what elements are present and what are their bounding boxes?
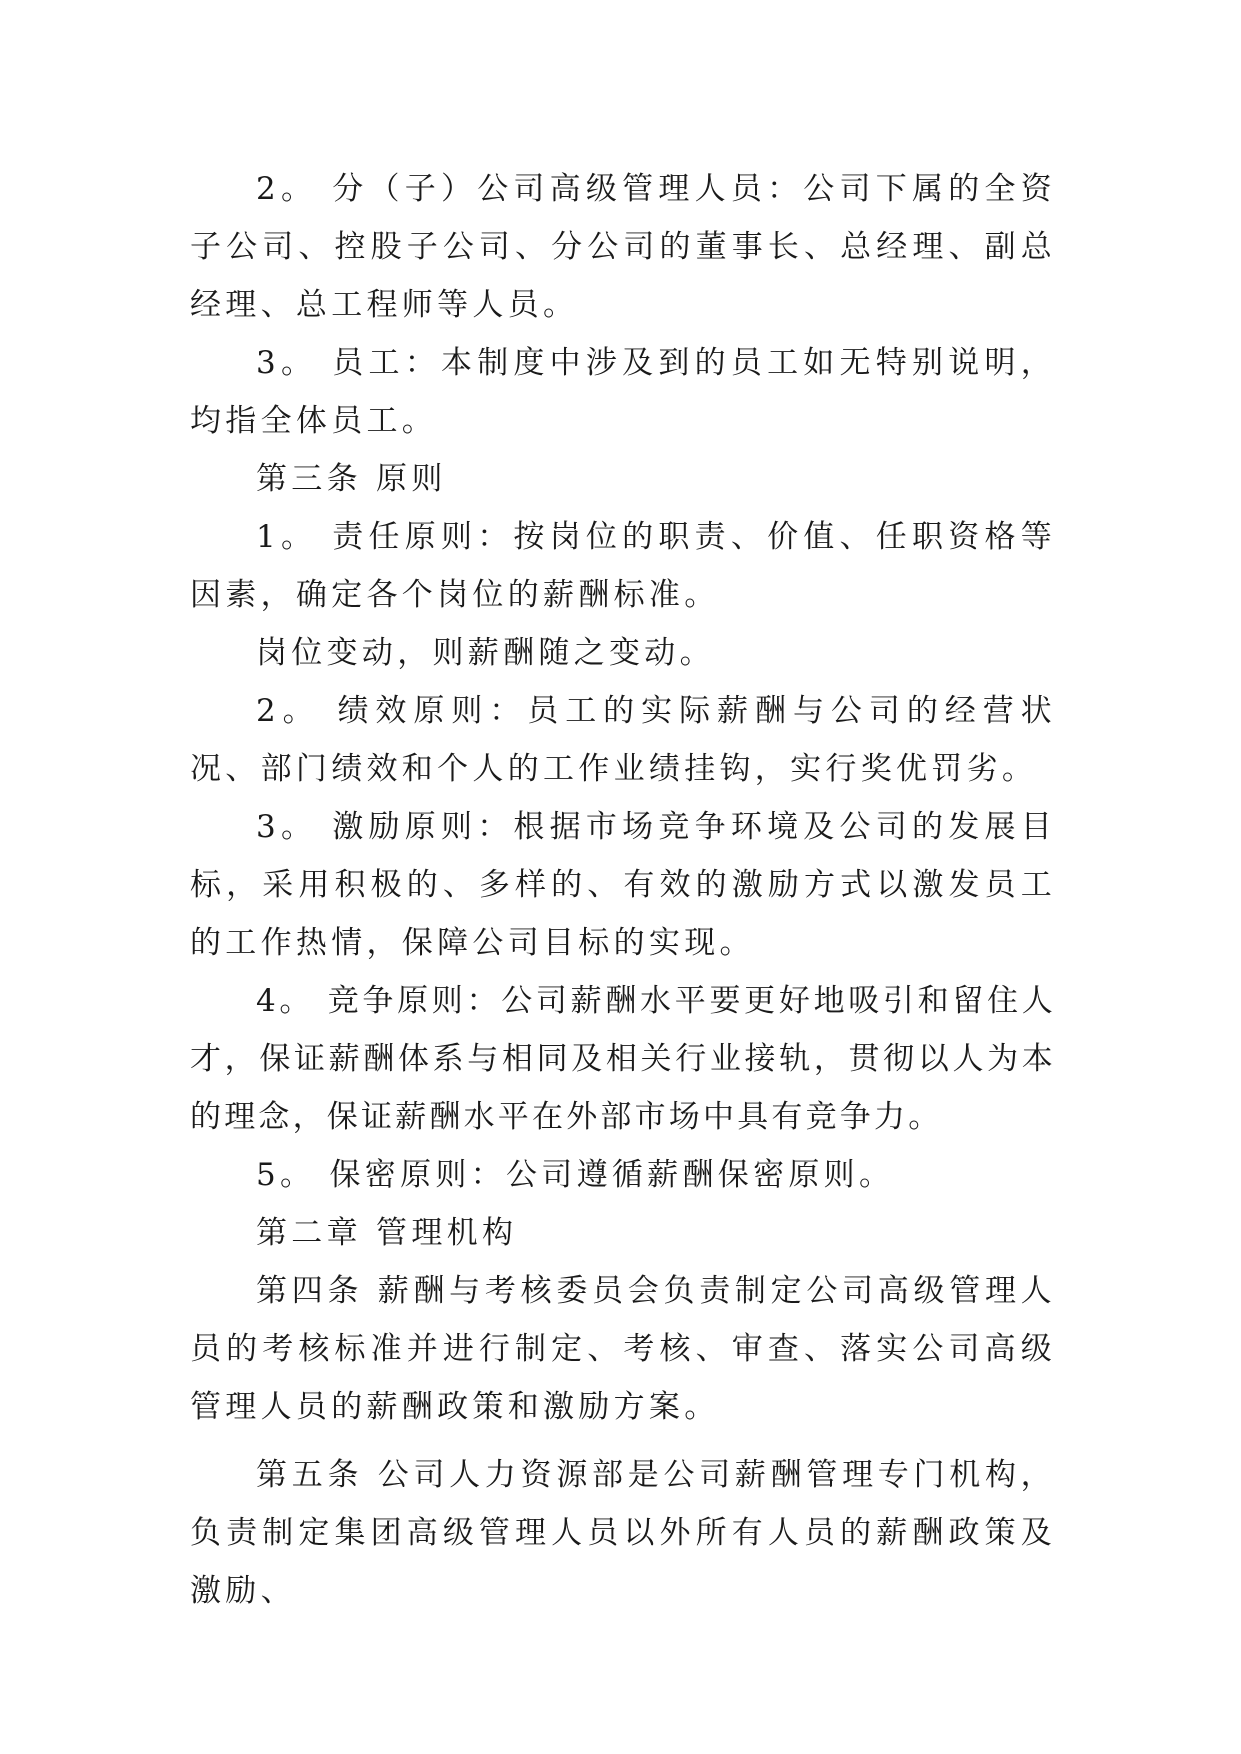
document-body	[190, 160, 1056, 1620]
paragraph-performance-principle: 2。 绩效原则：员工的实际薪酬与公司的经营状况、部门绩效和个人的工作业绩挂钩，实行奖优罚劣。	[190, 693, 1056, 787]
paragraph-position-change: 岗位变动，则薪酬随之变动。	[256, 635, 715, 671]
article-4-paragraph: 第四条 薪酬与考核委员会负责制定公司高级管理人员的考核标准并进行制定、考核、审查、落实公司高级管理人员的薪酬政策和激励方案。	[190, 1273, 1056, 1425]
chapter-2-heading: 第二章 管理机构	[256, 1215, 518, 1251]
paragraph-confidentiality-principle: 5。 保密原则：公司遵循薪酬保密原则。	[256, 1157, 895, 1193]
article-5-paragraph: 第五条 公司人力资源部是公司薪酬管理专门机构，负责制定集团高级管理人员以外所有人员的薪酬政策及激励、	[190, 1457, 1056, 1609]
article-3-heading: 第三条 原则	[256, 461, 447, 497]
paragraph-competition-principle: 4。 竞争原则：公司薪酬水平要更好地吸引和留住人才，保证薪酬体系与相同及相关行业接轨，贯彻以人为本的理念，保证薪酬水平在外部市场中具有竞争力。	[190, 983, 1056, 1135]
paragraph-responsibility-principle: 1。 责任原则：按岗位的职责、价值、任职资格等因素，确定各个岗位的薪酬标准。	[190, 519, 1056, 613]
paragraph-employee-definition: 3。 员工：本制度中涉及到的员工如无特别说明，均指全体员工。	[190, 345, 1056, 439]
paragraph-incentive-principle: 3。 激励原则：根据市场竞争环境及公司的发展目标，采用积极的、多样的、有效的激励方式以激发员工的工作热情，保障公司目标的实现。	[190, 809, 1056, 961]
paragraph-senior-managers-definition: 2。 分（子）公司高级管理人员：公司下属的全资子公司、控股子公司、分公司的董事长、总经理、副总经理、总工程师等人员。	[190, 171, 1056, 323]
